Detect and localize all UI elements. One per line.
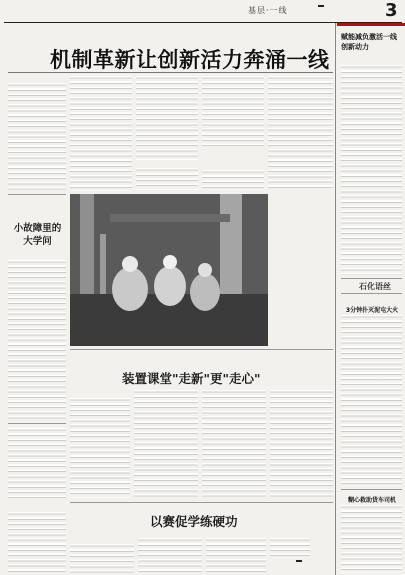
sidebar-story3-body	[341, 505, 402, 573]
main-photo	[70, 194, 268, 346]
bottom-headline: 以赛促学练硬功	[150, 514, 238, 529]
photo-caption-body	[270, 266, 333, 326]
lead-body-col3b	[136, 168, 198, 190]
lead-body-col4b	[202, 170, 264, 190]
bottom-top-rule	[70, 502, 333, 503]
lead-body-col4	[202, 76, 264, 146]
left-story-rule	[8, 194, 66, 195]
corner-logo	[296, 560, 302, 562]
bottom-body-col4	[270, 538, 310, 558]
lead-body-col1	[8, 83, 66, 191]
sidebar-commentary-body	[341, 65, 402, 275]
paper-logo	[318, 5, 324, 7]
sidebar	[337, 23, 405, 575]
mid-headline: 装置课堂"走新"更"走心"	[122, 371, 261, 386]
column-logo-text: 石化语丝	[359, 282, 391, 291]
sidebar-top-bar	[337, 23, 405, 26]
mid-body-col4	[270, 390, 333, 498]
sidebar-divider	[341, 489, 402, 490]
lead-body-col3	[136, 76, 198, 160]
left-story-headline: 小故障里的大学问	[13, 223, 62, 247]
lead-body-col5	[268, 76, 333, 190]
section-title: 基层·一线	[248, 6, 288, 15]
lead-body-col2	[70, 76, 132, 191]
lead-rule	[8, 72, 333, 73]
sidebar-story3-title: 糊心救助货车司机	[347, 497, 396, 504]
page-number: 3	[385, 0, 398, 21]
left-story-body-2	[8, 428, 66, 500]
bottom-body-col2	[138, 538, 202, 574]
sidebar-column-logo	[341, 278, 402, 294]
sidebar-story2-body	[341, 315, 402, 485]
left-story-divider	[8, 423, 66, 424]
lead-headline: 机制革新让创新活力奔涌一线	[50, 48, 330, 72]
sidebar-story2-title: 3分钟扑灭泥屯大火	[345, 307, 399, 314]
mid-body-col1	[70, 398, 130, 498]
photo-caption-box	[270, 250, 333, 346]
left-story-body	[8, 260, 66, 420]
left-story-body-3	[8, 512, 66, 572]
bottom-body-col3	[206, 538, 266, 574]
mid-body-col2	[134, 390, 198, 498]
sidebar-border	[335, 23, 336, 575]
mid-top-rule	[70, 349, 333, 350]
mid-body-col3	[202, 390, 266, 498]
sidebar-commentary-title: 赋能减负激活一线创新动力	[341, 33, 397, 51]
bottom-body-col1	[70, 544, 134, 574]
